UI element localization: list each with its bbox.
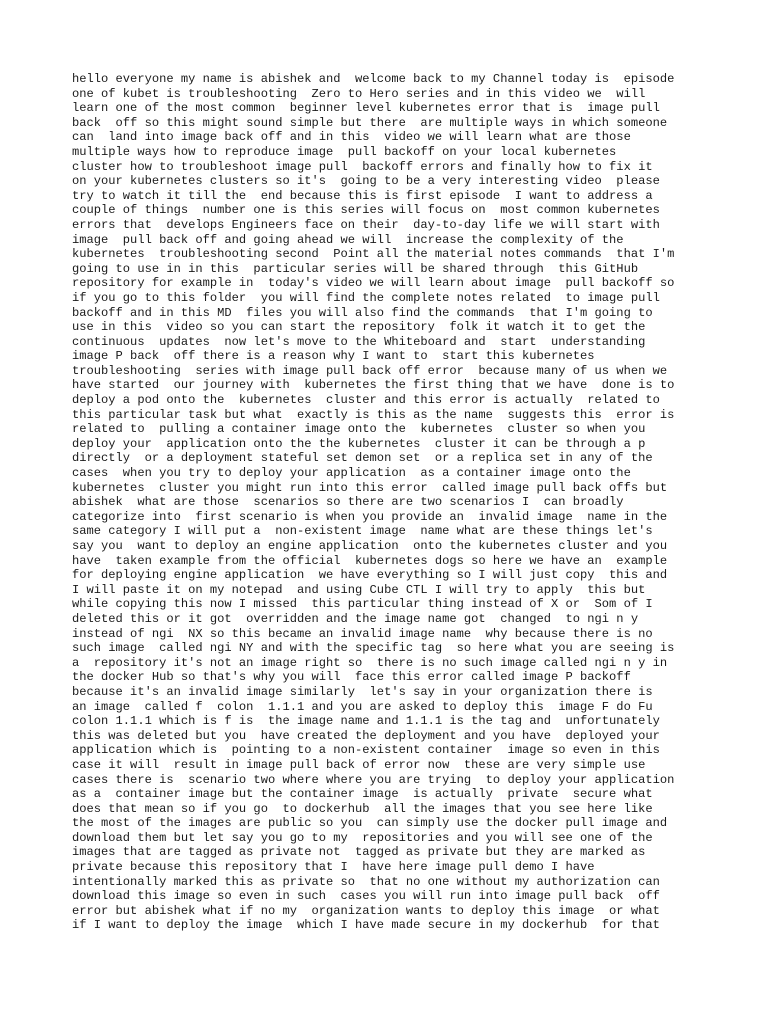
- text-line: continuous updates now let's move to the Whiteboard and start understanding: [72, 334, 646, 349]
- text-line: while copying this now I missed this particular thing instead of X or Som of I: [72, 597, 653, 612]
- text-line: colon 1.1.1 which is f is the image name and 1.1.1 is the tag and unfortunately: [72, 714, 660, 729]
- text-line: as a container image but the container image is actually private secure what: [72, 787, 653, 802]
- text-line: kubernetes cluster you might run into this error called image pull back offs but: [72, 480, 668, 495]
- text-line: can land into image back off and in this video we will learn what are those: [72, 130, 631, 145]
- text-line: this particular task but what exactly is this as the name suggests this error is: [72, 407, 675, 422]
- text-line: intentionally marked this as private so that no one without my authorization can: [72, 874, 660, 889]
- text-line: have taken example from the official kubernetes dogs so here we have an example: [72, 553, 668, 568]
- text-line: same category I will put a non-existent image name what are these things let's: [72, 524, 653, 539]
- text-line: on your kubernetes clusters so it's going to be a very interesting video please: [72, 174, 660, 189]
- text-line: cases when you try to deploy your application as a container image onto the: [72, 466, 631, 481]
- text-line: download them but let say you go to my repositories and you will see one of the: [72, 830, 653, 845]
- text-line: use in this video so you can start the repository folk it watch it to get the: [72, 320, 646, 335]
- text-line: private because this repository that I have here image pull demo I have: [72, 860, 595, 875]
- text-line: try to watch it till the end because this is first episode I want to address a: [72, 188, 653, 203]
- text-line: such image called ngi NY and with the specific tag so here what you are seeing is: [72, 641, 675, 656]
- text-line: does that mean so if you go to dockerhub all the images that you see here like: [72, 801, 653, 816]
- text-line: repository for example in today's video we will learn about image pull backoff so: [72, 276, 675, 291]
- text-line: this was deleted but you have created the deployment and you have deployed your: [72, 728, 660, 743]
- text-line: application which is pointing to a non-existent container image so even in this: [72, 743, 660, 758]
- text-line: cases there is scenario two where where you are trying to deploy your application: [72, 772, 675, 787]
- text-line: going to use in in this particular series will be shared through this GitHub: [72, 261, 639, 276]
- text-line: image pull back off and going ahead we will increase the complexity of the: [72, 232, 624, 247]
- text-line: deleted this or it got overridden and the image name got changed to ngi n y: [72, 611, 639, 626]
- transcript-page: [72, 72, 712, 948]
- text-line: errors that develops Engineers face on their day-to-day life we will start with: [72, 217, 660, 232]
- text-line: for deploying engine application we have everything so I will just copy this and: [72, 568, 668, 583]
- text-line: I will paste it on my notepad and using Cube CTL I will try to apply this but: [72, 582, 646, 597]
- text-line: deploy your application onto the the kubernetes cluster it can be through a p: [72, 436, 646, 451]
- text-line: troubleshooting series with image pull back off error because many of us when we: [72, 363, 668, 378]
- text-line: error but abishek what if no my organization wants to deploy this image or what: [72, 903, 660, 918]
- text-line: an image called f colon 1.1.1 and you are asked to deploy this image F do Fu: [72, 699, 653, 714]
- text-line: case it will result in image pull back of error now these are very simple use: [72, 757, 646, 772]
- text-line: deploy a pod onto the kubernetes cluster and this error is actually related to: [72, 393, 660, 408]
- text-line: have started our journey with kubernetes the first thing that we have done is to: [72, 378, 675, 393]
- text-line: if I want to deploy the image which I have made secure in my dockerhub for that: [72, 918, 660, 933]
- text-line: back off so this might sound simple but there are multiple ways in which someone: [72, 115, 668, 130]
- text-line: [72, 933, 712, 948]
- text-line: multiple ways how to reproduce image pull backoff on your local kubernetes: [72, 144, 617, 159]
- text-line: kubernetes troubleshooting second Point all the material notes commands that I'm: [72, 247, 675, 262]
- text-line: images that are tagged as private not tagged as private but they are marked as: [72, 845, 646, 860]
- text-line: couple of things number one is this series will focus on most common kubernetes: [72, 203, 660, 218]
- text-line: backoff and in this MD files you will also find the commands that I'm going to: [72, 305, 653, 320]
- text-line: say you want to deploy an engine application onto the kubernetes cluster and you: [72, 539, 668, 553]
- text-line: one of kubet is troubleshooting Zero to Hero series and in this video we will: [72, 86, 646, 101]
- text-line: because it's an invalid image similarly let's say in your organization there is: [72, 684, 653, 699]
- text-line: the docker Hub so that's why you will face this error called image P backoff: [72, 670, 631, 685]
- text-line: image P back off there is a reason why I want to start this kubernetes: [72, 349, 595, 364]
- text-line: cluster how to troubleshoot image pull backoff errors and finally how to fix it: [72, 159, 653, 174]
- text-line: categorize into first scenario is when you provide an invalid image name in the: [72, 509, 668, 524]
- text-line: learn one of the most common beginner level kubernetes error that is image pull: [72, 101, 660, 116]
- text-line: hello everyone my name is abishek and welcome back to my Channel today is episode: [72, 72, 675, 86]
- text-line: a repository it's not an image right so there is no such image called ngi n y in: [72, 655, 668, 670]
- text-line: related to pulling a container image onto the kubernetes cluster so when you: [72, 422, 646, 437]
- text-line: directly or a deployment stateful set demon set or a replica set in any of the: [72, 451, 653, 466]
- text-line: abishek what are those scenarios so there are two scenarios I can broadly: [72, 495, 624, 510]
- text-line: instead of ngi NX so this became an invalid image name why because there is no: [72, 626, 653, 641]
- text-line: download this image so even in such cases you will run into image pull back off: [72, 889, 660, 904]
- text-line: the most of the images are public so you can simply use the docker pull image and: [72, 816, 668, 831]
- text-line: if you go to this folder you will find the complete notes related to image pull: [72, 290, 660, 305]
